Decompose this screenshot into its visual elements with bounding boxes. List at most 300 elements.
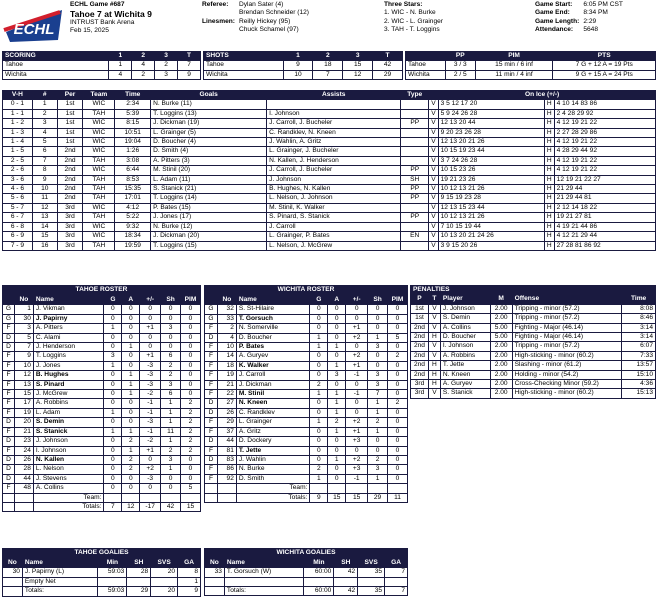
table-cell: H xyxy=(544,166,554,175)
table-cell: V xyxy=(429,213,438,222)
table-cell: 0 xyxy=(181,465,201,474)
table-cell: J. Johnson xyxy=(440,304,490,313)
table-cell: 2 xyxy=(368,455,388,464)
table-cell: V xyxy=(429,203,438,212)
table-cell: D xyxy=(205,399,218,408)
table-cell: 0 xyxy=(122,352,140,361)
table-cell: T. Loggins (13) xyxy=(151,109,267,118)
table-cell xyxy=(401,241,429,250)
penalties-title: PENALTIES xyxy=(411,286,656,295)
table-cell: 18:34 xyxy=(115,232,151,241)
table-cell: S. Demin xyxy=(33,418,104,427)
table-cell: 1 xyxy=(368,474,388,483)
table-cell: 4 xyxy=(217,333,236,342)
table-cell: H xyxy=(544,222,554,231)
table-cell: 1 xyxy=(161,408,181,417)
table-cell: -1 xyxy=(346,390,368,399)
table-cell: J. Johnson xyxy=(33,437,104,446)
table-cell: 2 xyxy=(122,437,140,446)
table-cell: D. Smith xyxy=(236,474,310,483)
table-cell: S. Stanick xyxy=(440,389,490,398)
table-cell: F xyxy=(205,343,218,352)
table-cell: TAH xyxy=(83,213,115,222)
table-cell: 19 xyxy=(217,371,236,380)
table-cell: WIC xyxy=(83,203,115,212)
table-cell: Tahoe xyxy=(3,61,109,70)
table-cell: 7 xyxy=(313,70,343,79)
table-cell: P. Bates xyxy=(236,343,310,352)
table-row xyxy=(205,577,408,586)
table-cell: Cross-Checking Minor (59.2) xyxy=(512,380,622,389)
table-cell: 0 xyxy=(368,324,388,333)
table-cell: 2 xyxy=(368,418,388,427)
goals-table: V-H # Per Team Time Goals Assists Type On Ice (+/-) 0 - 1 1 1st WIC 2:34 N. Burke (11) V 3 5 12 17 20 H 4 10 14 83 86 1 - 1 2 1st TAH 5:39 T. Loggins (13) I. Johnson V 5 9 24 26 28 H 2 4 28 29 92 1 - 2 3 1st WIC 8:15 J. Dickman (19) J. Carroll, J. Bucheler PP V 12 13 20 44 H 4 12 19 21 22 1 - 3 4 1st WIC 10:51 L. Grainger (5) C. Randklev, N. Kneen V 9 20 23 26 28 H 2 27 28 29 86 1 - 4 5 1st WIC 19:04 D. Boucher (4) J. Wahlin, A. Gritz V 12 13 20 21 26 H 4 12 19 21 22 1 - 5 6 2nd WIC 1:26 D. Smith (4) L. Grainger, J. Bucheler V 10 15 19 23 44 H 4 28 29 44 92 2 - 5 7 2nd TAH 3:08 A. Pitters (3) N. Kallen, J. Henderson V 3 7 24 26 28 H 4 12 19 21 22 2 - 6 8 2nd WIC 6:44 M. Stinil (20) J. Carroll, J. Bucheler PP V 10 15 23 26 H 4 12 19 21 22 3 - 6 9 2nd TAH 8:53 L. Adam (11) J. Johnson SH V 19 21 23 26 H 12 19 21 22 27 4 - 6 10 2nd TAH 15:35 S. Stanick (21) B. Hughes, N. Kallen PP V 10 12 13 21 26 H 21 29 44 5 - 6 11 2nd TAH 17:01 T. Loggins (14) L. Nelson, J. Johnson PP V 9 15 19 23 28 H 21 29 44 81 5 - 7 12 3rd WIC 4:12 P. Bates (15) M. Stinil, K. Walker V 12 13 15 23 44 H 2 12 14 18 22 6 - 7 13 3rd TAH 5:22 J. Jones (17) S. Pinard, S. Stanick PP V 10 12 13 21 26 H 19 21 27 81 6 - 8 14 3rd WIC 9:32 N. Burke (12) J. Carroll V 7 10 15 19 44 H 4 19 21 44 86 6 - 9 15 3rd WIC 18:34 J. Dickman (20) L. Grainger, P. Bates EN V 10 13 20 21 24 26 H 4 12 21 29 44 7 - 9 16 3rd TAH 19:59 T. Loggins (15) L. Nelson, J. McGrew V 3 9 15 20 26 H 27 28 81 86 92 xyxy=(2,90,656,251)
table-cell: 5 xyxy=(14,333,33,342)
table-cell: 6:07 xyxy=(622,342,656,351)
table-cell: V xyxy=(429,166,438,175)
table-cell: TAH xyxy=(83,156,115,165)
table-row xyxy=(3,232,656,241)
table-cell: H xyxy=(544,119,554,128)
table-cell: 1 xyxy=(328,455,346,464)
table-cell: WIC xyxy=(83,166,115,175)
table-cell: 0 xyxy=(104,390,122,399)
table-cell xyxy=(334,577,358,586)
table-cell: 0 xyxy=(368,352,388,361)
table-cell: H xyxy=(544,138,554,147)
table-cell: 7 xyxy=(14,343,33,352)
table-cell: 86 xyxy=(217,465,236,474)
table-row xyxy=(411,370,656,379)
table-cell: 2nd xyxy=(411,333,429,342)
table-cell: T. Loggins (15) xyxy=(151,241,267,250)
table-cell: 0 xyxy=(310,371,328,380)
table-cell xyxy=(401,100,429,109)
table-cell: 1 xyxy=(368,408,388,417)
table-cell: +1 xyxy=(140,446,161,455)
table-cell: 14 xyxy=(217,352,236,361)
table-cell: 7 xyxy=(385,568,408,577)
table-row xyxy=(3,399,201,408)
table-cell: Tahoe xyxy=(204,61,284,70)
tahoe-roster-title: TAHOE ROSTER xyxy=(2,285,201,295)
table-cell: C. Alami xyxy=(33,333,104,342)
table-cell: 0 xyxy=(346,305,368,314)
table-cell: 26 xyxy=(217,408,236,417)
table-cell: V xyxy=(428,304,440,313)
table-cell: 0 xyxy=(310,446,328,455)
table-cell: T. Loggins (14) xyxy=(151,194,267,203)
table-cell: 33 xyxy=(205,568,225,577)
table-cell: J. Jones xyxy=(33,361,104,370)
table-cell: 2nd xyxy=(411,351,429,360)
table-cell: 0 xyxy=(122,314,140,323)
table-cell: 1 xyxy=(178,577,201,586)
table-cell: 29 xyxy=(217,418,236,427)
table-cell xyxy=(304,577,334,586)
table-cell: 1 xyxy=(328,361,346,370)
table-cell: 2nd xyxy=(411,323,429,332)
table-cell: Wichita xyxy=(3,70,109,79)
table-cell: 9 15 19 23 28 xyxy=(438,194,544,203)
table-cell: 5 9 24 26 28 xyxy=(438,109,544,118)
table-cell: 15 min / 6 inf xyxy=(475,61,553,70)
table-cell: S. Stanick (21) xyxy=(151,185,267,194)
table-row xyxy=(205,333,408,342)
table-cell xyxy=(401,138,429,147)
table-cell xyxy=(401,147,429,156)
table-cell: 4 12 21 29 44 xyxy=(554,232,655,241)
table-cell: 0 xyxy=(161,333,181,342)
table-cell: G xyxy=(3,305,15,314)
logo-text: ECHL xyxy=(13,21,55,38)
table-cell: D xyxy=(3,455,15,464)
table-cell: 20 xyxy=(151,587,178,596)
table-cell: 0 xyxy=(310,437,328,446)
table-row xyxy=(205,324,408,333)
table-cell: 0 xyxy=(161,343,181,352)
game-number: ECHL Game #687 xyxy=(70,1,125,8)
table-cell: 15 xyxy=(32,232,57,241)
table-cell: -1 xyxy=(346,371,368,380)
table-cell: D xyxy=(205,437,218,446)
table-cell: 0 xyxy=(310,427,328,436)
table-cell: J. McGrew xyxy=(33,390,104,399)
table-row xyxy=(205,343,408,352)
table-cell: Slashing - minor (61.2) xyxy=(512,361,622,370)
table-cell: H xyxy=(544,100,554,109)
table-cell: 0 xyxy=(387,361,407,370)
table-row xyxy=(205,427,408,436)
table-cell: 0 xyxy=(310,305,328,314)
table-cell: 2 xyxy=(161,361,181,370)
table-cell: 0 xyxy=(387,380,407,389)
table-cell: -3 xyxy=(140,371,161,380)
table-cell: 3 7 24 26 28 xyxy=(438,156,544,165)
table-cell: 20 xyxy=(14,418,33,427)
table-cell xyxy=(3,587,23,596)
table-cell: A. Guryev xyxy=(236,352,310,361)
table-cell: 0 xyxy=(328,352,346,361)
table-cell: J. Papirny xyxy=(33,314,104,323)
table-row xyxy=(3,222,656,231)
table-cell: 3 xyxy=(368,465,388,474)
table-cell: 8 xyxy=(178,568,201,577)
table-row xyxy=(3,203,656,212)
table-cell: N. Kallen, J. Henderson xyxy=(267,156,401,165)
table-row xyxy=(3,446,201,455)
table-cell: Fighting - Major (46.14) xyxy=(512,333,622,342)
table-row xyxy=(411,351,656,360)
table-cell: 4 12 19 21 22 xyxy=(554,156,655,165)
table-cell: 3 / 3 xyxy=(445,61,475,70)
table-cell: 0 xyxy=(368,361,388,370)
table-cell: 27 28 81 86 92 xyxy=(554,241,655,250)
table-row xyxy=(3,213,656,222)
table-cell: 6 xyxy=(161,390,181,399)
table-cell: 19:04 xyxy=(115,138,151,147)
table-cell: H xyxy=(544,194,554,203)
table-cell: 35 xyxy=(358,568,385,577)
table-cell: 5:22 xyxy=(115,213,151,222)
table-cell: 1 xyxy=(161,399,181,408)
table-cell: PP xyxy=(401,166,429,175)
table-cell: 2 27 28 29 86 xyxy=(554,128,655,137)
table-cell: 0 xyxy=(387,314,407,323)
table-cell: 3 xyxy=(368,371,388,380)
table-cell: WIC xyxy=(83,222,115,231)
table-cell: J. Papirny (L) xyxy=(22,568,98,577)
table-row xyxy=(3,138,656,147)
table-cell: 3 xyxy=(14,324,33,333)
table-cell: F xyxy=(3,408,15,417)
table-cell: 2 xyxy=(181,437,201,446)
table-cell: 7 - 9 xyxy=(3,241,33,250)
table-cell: D xyxy=(205,333,218,342)
table-cell: 30 xyxy=(3,568,23,577)
table-cell: 10 xyxy=(32,185,57,194)
table-cell: 1 xyxy=(104,427,122,436)
table-cell: 0 xyxy=(328,305,346,314)
table-cell: 17 xyxy=(14,399,33,408)
table-cell: A. Robbins xyxy=(33,399,104,408)
table-row xyxy=(3,455,201,464)
table-cell: Wichita xyxy=(204,70,284,79)
table-cell: V xyxy=(428,323,440,332)
table-cell: V xyxy=(429,232,438,241)
table-row xyxy=(3,147,656,156)
table-cell: 1 xyxy=(104,361,122,370)
table-cell: 2.00 xyxy=(490,389,512,398)
table-cell: 2 xyxy=(387,352,407,361)
totals-row: Totals: 7 12 -17 42 15 xyxy=(3,502,201,511)
table-cell: 0 xyxy=(387,305,407,314)
table-cell: F xyxy=(3,446,15,455)
table-cell: 0 xyxy=(122,408,140,417)
table-cell: 0 xyxy=(104,371,122,380)
table-cell: 6 - 7 xyxy=(3,213,33,222)
table-cell: 59:03 xyxy=(98,568,127,577)
table-cell: 1 xyxy=(328,408,346,417)
table-row xyxy=(3,156,656,165)
table-cell: 10 xyxy=(14,361,33,370)
table-cell: 0 xyxy=(122,474,140,483)
table-cell: 0 xyxy=(161,474,181,483)
table-cell: V xyxy=(429,128,438,137)
table-cell: N. Kallen xyxy=(33,455,104,464)
table-cell: 0 xyxy=(328,474,346,483)
table-cell: 5.00 xyxy=(490,323,512,332)
table-cell: 5.00 xyxy=(490,333,512,342)
table-cell: 5 - 7 xyxy=(3,203,33,212)
table-row xyxy=(205,446,408,455)
table-cell: 0 xyxy=(104,484,122,493)
table-cell: D. Boucher xyxy=(236,333,310,342)
table-cell: +1 xyxy=(346,427,368,436)
table-cell: 1 xyxy=(122,446,140,455)
table-cell: 16 xyxy=(32,241,57,250)
table-cell: 2 xyxy=(310,465,328,474)
table-cell: 0 xyxy=(387,446,407,455)
table-row xyxy=(3,175,656,184)
table-cell: WIC xyxy=(83,128,115,137)
table-cell: 0 xyxy=(387,427,407,436)
table-cell: 2.00 xyxy=(490,380,512,389)
table-cell: 0 xyxy=(104,465,122,474)
table-cell: 30 xyxy=(14,314,33,323)
table-row xyxy=(411,323,656,332)
table-cell: 0 xyxy=(161,314,181,323)
table-cell: 7 xyxy=(178,61,201,70)
table-cell: F xyxy=(205,427,218,436)
table-cell: +1 xyxy=(140,352,161,361)
table-cell: 24 xyxy=(14,446,33,455)
table-cell: 19 21 23 26 xyxy=(438,175,544,184)
table-cell: 1 xyxy=(310,343,328,352)
table-cell: 15 xyxy=(343,61,373,70)
table-cell: 0 xyxy=(328,314,346,323)
table-row xyxy=(205,474,408,483)
table-cell: 6:44 xyxy=(115,166,151,175)
table-cell: 1 - 2 xyxy=(3,119,33,128)
table-cell: 0 xyxy=(346,446,368,455)
table-cell: J. Carroll, J. Bucheler xyxy=(267,166,401,175)
table-cell: 1st xyxy=(57,138,83,147)
table-cell: TAH xyxy=(83,185,115,194)
table-cell: 7 xyxy=(32,156,57,165)
table-cell: 6 - 9 xyxy=(3,232,33,241)
table-cell: 0 xyxy=(387,390,407,399)
shots-table: SHOTS 1 2 3 T Tahoe 9 18 15 42 Wichita 10 7 12 29 xyxy=(203,51,403,80)
table-cell: +1 xyxy=(140,324,161,333)
table-cell: 0 xyxy=(104,305,122,314)
table-cell: 13:57 xyxy=(622,361,656,370)
table-cell: 2nd xyxy=(57,175,83,184)
table-cell: H xyxy=(428,380,440,389)
table-cell: D. Dockery xyxy=(236,437,310,446)
table-cell: J. Carroll xyxy=(267,222,401,231)
table-cell: V xyxy=(429,109,438,118)
table-cell: 9 xyxy=(178,587,201,596)
table-cell xyxy=(401,109,429,118)
table-cell: 1 xyxy=(122,427,140,436)
game-date: Feb 15, 2025 xyxy=(70,27,109,35)
table-cell: 0 xyxy=(181,314,201,323)
table-cell xyxy=(401,222,429,231)
table-cell: 10 15 19 23 44 xyxy=(438,147,544,156)
table-cell: 1 xyxy=(122,371,140,380)
table-cell: 9 G + 15 A = 24 Pts xyxy=(553,70,656,79)
table-cell: 0 xyxy=(328,446,346,455)
table-cell: 1 xyxy=(161,418,181,427)
table-cell: H xyxy=(428,370,440,379)
table-cell: N. Somerville xyxy=(236,324,310,333)
table-cell: 0 xyxy=(104,333,122,342)
table-cell: M. Stinil xyxy=(236,390,310,399)
table-cell: H xyxy=(544,147,554,156)
table-cell: G xyxy=(205,305,218,314)
table-cell: I. Johnson xyxy=(440,342,490,351)
table-row xyxy=(205,399,408,408)
table-cell: F xyxy=(3,324,15,333)
table-row xyxy=(411,380,656,389)
table-cell xyxy=(3,577,23,586)
table-cell: 0 xyxy=(328,333,346,342)
table-row xyxy=(204,61,403,70)
table-cell: Fighting - Major (46.14) xyxy=(512,323,622,332)
table-cell: 1st xyxy=(411,314,429,323)
table-cell xyxy=(127,577,151,586)
table-cell: D xyxy=(3,333,15,342)
table-cell: F xyxy=(205,352,218,361)
table-cell: L. Grainger xyxy=(236,418,310,427)
table-cell: 7 10 15 19 44 xyxy=(438,222,544,231)
game-length: 2:29 xyxy=(583,17,597,25)
game-info xyxy=(70,1,200,36)
table-cell: V xyxy=(428,389,440,398)
table-row xyxy=(3,333,201,342)
table-cell: 0 xyxy=(368,446,388,455)
table-cell: T. Loggins xyxy=(33,352,104,361)
table-cell: 0 xyxy=(122,305,140,314)
table-cell: +2 xyxy=(346,455,368,464)
table-cell: 10 13 20 21 24 26 xyxy=(438,232,544,241)
table-cell: J. Wahlin xyxy=(236,455,310,464)
table-cell: 21 xyxy=(217,380,236,389)
table-cell: 1 xyxy=(14,305,33,314)
table-cell: V xyxy=(429,100,438,109)
game-start: 6:05 PM CST xyxy=(583,1,623,8)
table-cell: 4 28 29 44 92 xyxy=(554,147,655,156)
table-cell: 2 xyxy=(155,61,178,70)
penalties-table: PENALTIES P T Player M Offense Time 1st V J. Johnson 2.00 Tripping - minor (57.2) 8:08 1st V S. Demin 2.00 Tripping - minor (57.2) 8:46 2nd V A. Collins 5.00 Fighting - Major (46.14) 3:14 2nd H D. Boucher 5.00 Fighting - Major (46.14) 3:14 2nd V I. Johnson 2.00 Tripping - minor (57.2) 6:07 2nd V A. Robbins 2.00 High-sticking - minor (60.2) 7:33 2nd H T. Jette 2.00 Slashing - minor (61.2) 13:57 2nd H N. Kneen 2.00 Holding - minor (54.2) 15:10 3rd H A. Guryev 2.00 Cross-Checking Minor (59.2) 4:36 3rd V S. Stanick 2.00 High-sticking - minor (60.2) 15:13 xyxy=(410,285,656,399)
table-cell: 0 xyxy=(104,418,122,427)
table-cell: J. Dickman (20) xyxy=(151,232,267,241)
table-cell: 8 xyxy=(32,166,57,175)
table-cell: 2nd xyxy=(57,147,83,156)
table-cell: 2 xyxy=(387,399,407,408)
table-cell: -3 xyxy=(140,418,161,427)
table-row xyxy=(3,305,201,314)
table-cell: 2nd xyxy=(411,370,429,379)
table-cell: 4 12 19 21 22 xyxy=(554,138,655,147)
table-row xyxy=(204,70,403,79)
table-cell: 83 xyxy=(217,455,236,464)
table-cell: High-sticking - minor (60.2) xyxy=(512,389,622,398)
table-cell: 0 xyxy=(346,399,368,408)
table-cell: -3 xyxy=(140,474,161,483)
table-cell: 0 xyxy=(346,408,368,417)
table-cell: 23 xyxy=(14,437,33,446)
table-row xyxy=(205,361,408,370)
scoring-table: SCORING 1 2 3 T Tahoe 1 4 2 7 Wichita 4 2 3 9 xyxy=(2,51,201,80)
table-cell: 10 xyxy=(283,70,313,79)
table-row xyxy=(406,70,656,79)
table-cell: C. Randklev xyxy=(236,408,310,417)
wichita-goalies-table: No Name Min SH SVS GA 33 T. Gorsuch (W) 60:00 42 35 7 Totals: 60:00 42 35 7 xyxy=(204,558,408,596)
table-cell: J. Carroll, J. Bucheler xyxy=(267,119,401,128)
table-cell xyxy=(224,577,304,586)
table-cell: D. Boucher (4) xyxy=(151,138,267,147)
table-cell: V xyxy=(429,156,438,165)
table-cell: -1 xyxy=(140,408,161,417)
table-cell: 4 xyxy=(132,61,155,70)
table-cell: 29 xyxy=(373,70,403,79)
table-row xyxy=(411,333,656,342)
table-cell: 3 xyxy=(155,70,178,79)
table-cell: 5:39 xyxy=(115,109,151,118)
table-cell: 4 12 19 21 22 xyxy=(554,119,655,128)
